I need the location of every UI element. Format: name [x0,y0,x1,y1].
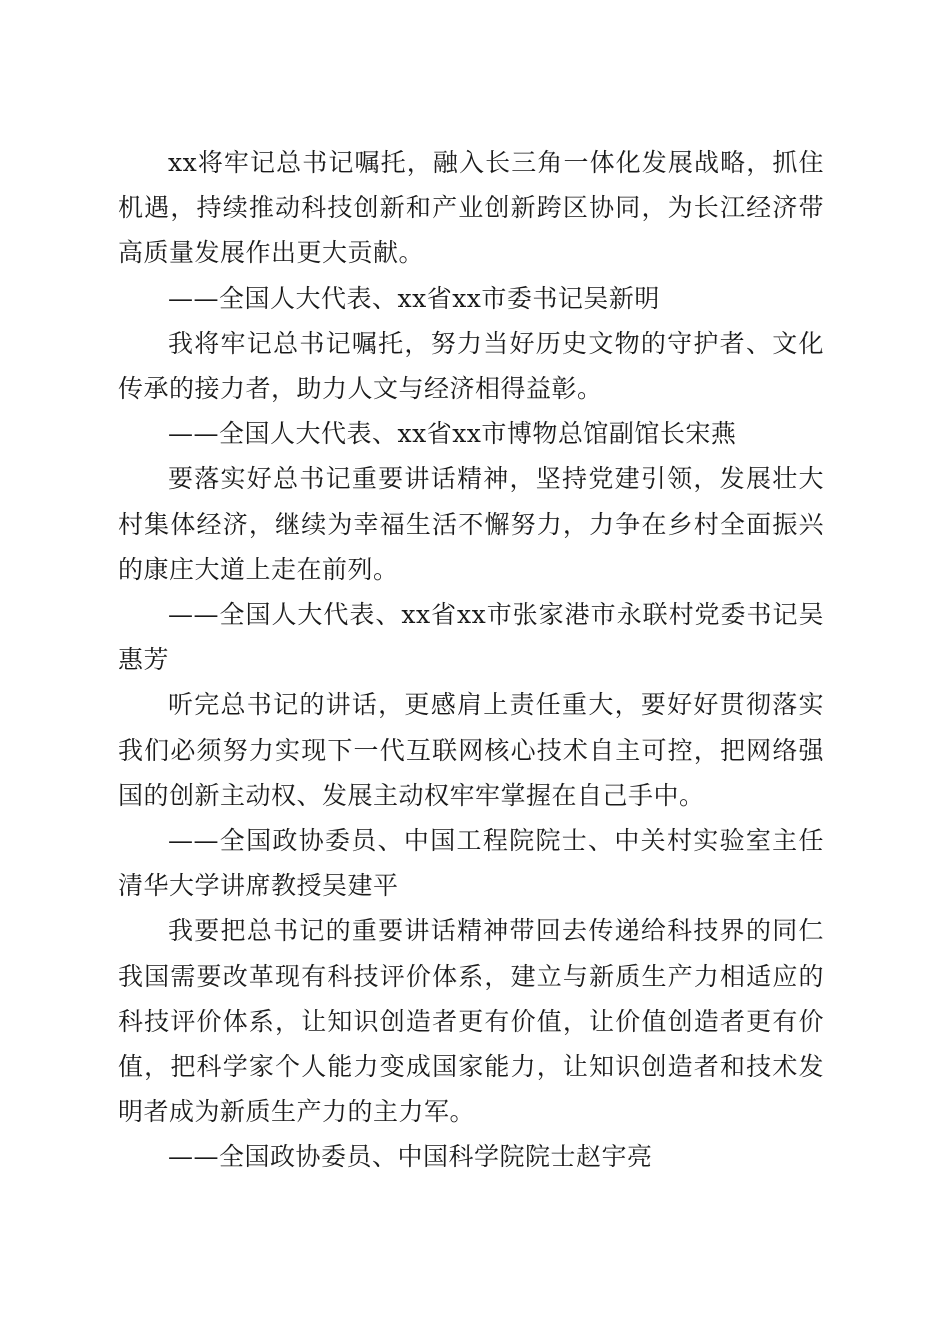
attribution-line: ——全国政协委员、中国科学院院士赵宇亮 [168,1142,653,1172]
attribution-line: ——全国人大代表、xx省xx市委书记吴新明 [168,283,660,313]
document-body [118,140,824,1180]
attribution-line: ——全国政协委员、中国工程院院士、中关村实验室主任清华大学讲席教授吴建平 [118,826,824,901]
quote-paragraph: 我要把总书记的重要讲话精神带回去传递给科技界的同仁我国需要改革现有科技评价体系，建立与新质生产力相适应的科技评价体系，让知识创造者更有价值，让价值创造者更有价值，把科学家个人能力变成国家能力，让知识创造者和技术发明者成为新质生产力的主力军。 [118,916,824,1127]
quote-paragraph: 听完总书记的讲话，更感肩上责任重大，要好好贯彻落实我们必须努力实现下一代互联网核心技术自主可控，把网络强国的创新主动权、发展主动权牢牢掌握在自己手中。 [118,690,824,810]
quote-paragraph: 要落实好总书记重要讲话精神，坚持党建引领，发展壮大村集体经济，继续为幸福生活不懈努力，力争在乡村全面振兴的康庄大道上走在前列。 [118,464,824,584]
attribution-line: ——全国人大代表、xx省xx市张家港市永联村党委书记吴惠芳 [118,600,824,675]
quote-paragraph: 我将牢记总书记嘱托，努力当好历史文物的守护者、文化传承的接力者，助力人文与经济相得益彰。 [118,328,824,404]
attribution-line: ——全国人大代表、xx省xx市博物总馆副馆长宋燕 [168,419,737,449]
quote-paragraph: xx将牢记总书记嘱托，融入长三角一体化发展战略，抓住机遇，持续推动科技创新和产业创新跨区协同，为长江经济带高质量发展作出更大贡献。 [118,148,824,268]
